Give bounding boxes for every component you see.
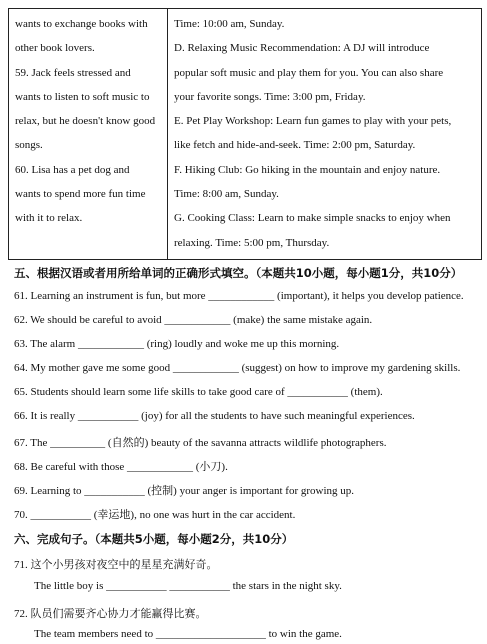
question-61: 61. Learning an instrument is fun, but more ____________ (important), it helps you develop patience. — [14, 290, 464, 302]
right-line: Time: 8:00 am, Sunday. — [174, 188, 279, 201]
matching-table — [8, 8, 480, 260]
right-line: your favorite songs. Time: 3:00 pm, Friday. — [174, 90, 366, 103]
question-72-prompt: 72. 队员们需要齐心协力才能赢得比赛。 — [14, 608, 207, 620]
question-68: 68. Be careful with those ____________ (小刀). — [14, 461, 228, 473]
right-line: Time: 10:00 am, Sunday. — [174, 18, 285, 30]
left-line: wants to listen to soft music to — [15, 90, 150, 103]
right-line: F. Hiking Club: Go hiking in the mountain and enjoy nature. — [174, 163, 441, 176]
left-line: 59. Jack feels stressed and — [15, 66, 131, 79]
question-70: 70. ___________ (幸运地), no one was hurt in the car accident. — [14, 509, 296, 521]
question-69: 69. Learning to ___________ (控制) your anger is important for growing up. — [14, 485, 355, 497]
question-62: 62. We should be careful to avoid ____________ (make) the same mistake again. — [14, 314, 373, 326]
right-line: like fetch and hide-and-seek. Time: 2:00 pm, Saturday. — [174, 139, 416, 152]
section-5-title: 五、根据汉语或者用所给单词的正确形式填空。（本题共10小题，每小题1分，共10分） — [14, 266, 463, 280]
question-72-answer: The team members need to ____________________ to win the game. — [34, 628, 342, 640]
left-line: songs. — [15, 139, 43, 152]
question-71-answer: The little boy is ___________ ___________ the stars in the night sky. — [34, 580, 342, 592]
question-67: 67. The __________ (自然的) beauty of the savanna attracts wildlife photographers. — [14, 437, 387, 449]
activities-column — [168, 9, 482, 260]
question-71-prompt: 71. 这个小男孩对夜空中的星星充满好奇。 — [14, 559, 218, 571]
question-66: 66. It is really ___________ (joy) for all the students to have such meaningful experiences. — [14, 410, 415, 422]
left-line: with it to relax. — [15, 212, 83, 225]
right-line: E. Pet Play Workshop: Learn fun games to play with your pets, — [174, 115, 452, 128]
question-65: 65. Students should learn some life skills to take good care of ___________ (them). — [14, 386, 383, 398]
left-line: wants to spend more fun time — [15, 188, 146, 201]
people-column — [9, 9, 168, 260]
left-line: relax, but he doesn't know good — [15, 115, 156, 128]
right-line: G. Cooking Class: Learn to make simple snacks to enjoy when — [174, 212, 451, 225]
right-line: popular soft music and play them for you. You can also share — [174, 66, 444, 79]
left-line: 60. Lisa has a pet dog and — [15, 163, 130, 176]
section-6-title: 六、完成句子。（本题共5小题，每小题2分，共10分） — [14, 532, 294, 546]
left-line: wants to exchange books with — [15, 18, 148, 30]
question-63: 63. The alarm ____________ (ring) loudly and woke me up this morning. — [14, 338, 340, 350]
left-line: other book lovers. — [15, 42, 95, 55]
question-64: 64. My mother gave me some good ____________ (suggest) on how to improve my gardening skills. — [14, 362, 461, 374]
right-line: relaxing. Time: 5:00 pm, Thursday. — [174, 236, 330, 249]
right-line: D. Relaxing Music Recommendation: A DJ will introduce — [174, 42, 430, 55]
